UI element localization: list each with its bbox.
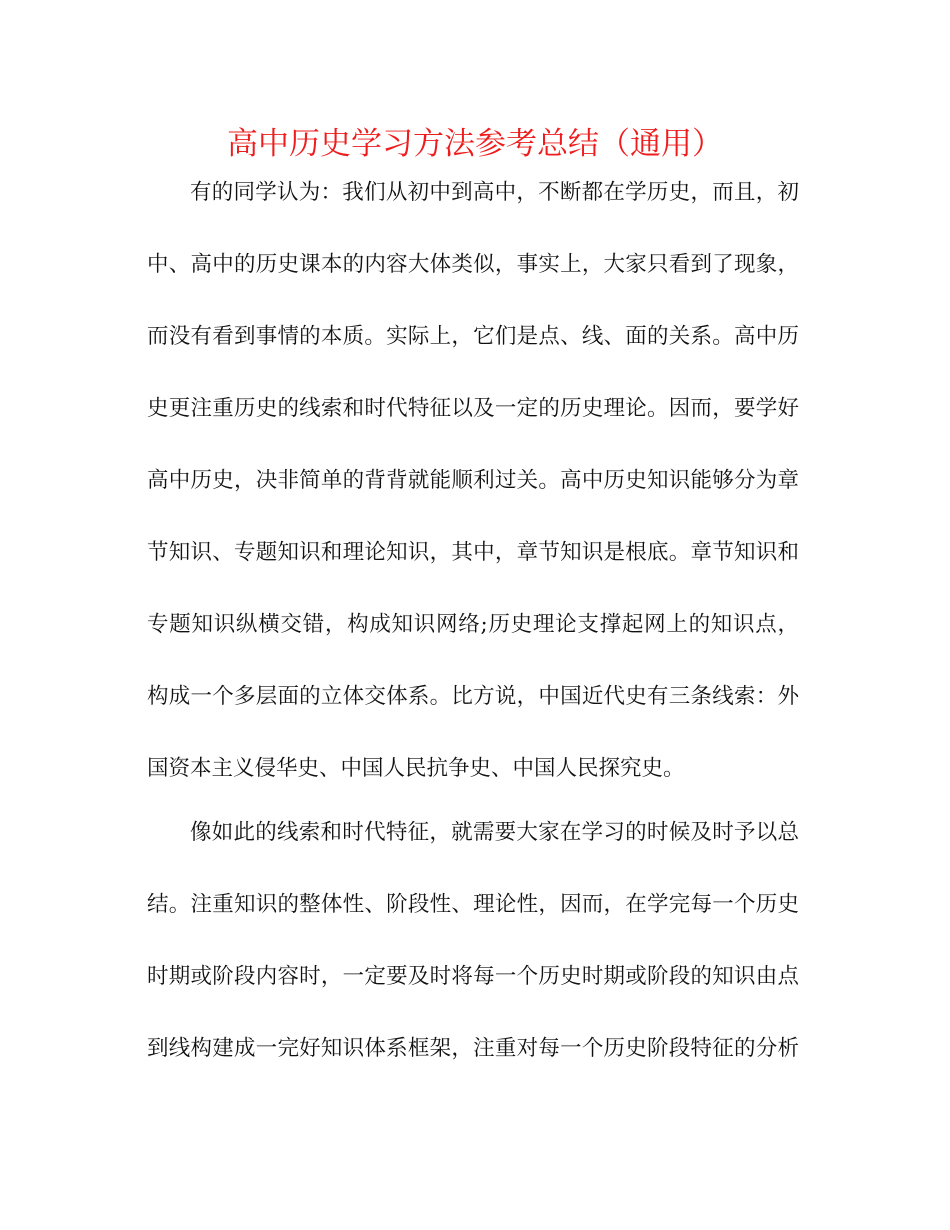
paragraph-1-line-9: 国资本主义侵华史、中国人民抗争史、中国人民探究史。 (147, 756, 685, 781)
document-title: 高中历史学习方法参考总结（通用） (227, 126, 723, 162)
paragraph-1-line-2: 中、高中的历史课本的内容大体类似，事实上，大家只看到了现象， (147, 252, 799, 277)
paragraph-2-line-4: 到线构建成一完好知识体系框架，注重对每一个历史阶段特征的分析 (147, 1036, 799, 1061)
paragraph-2-line-1: 像如此的线索和时代特征，就需要大家在学习的时候及时予以总 (190, 820, 799, 845)
paragraph-1-line-5: 高中历史，决非简单的背背就能顺利过关。高中历史知识能够分为章 (147, 468, 799, 493)
paragraph-1-line-6: 节知识、专题知识和理论知识，其中，章节知识是根底。章节知识和 (147, 540, 799, 565)
paragraph-2-line-3: 时期或阶段内容时，一定要及时将每一个历史时期或阶段的知识由点 (147, 964, 799, 989)
paragraph-1-line-1: 有的同学认为：我们从初中到高中，不断都在学历史，而且，初 (190, 180, 799, 205)
paragraph-2-line-2: 结。注重知识的整体性、阶段性、理论性，因而，在学完每一个历史 (147, 892, 799, 917)
paragraph-1-line-7: 专题知识纵横交错，构成知识网络;历史理论支撑起网上的知识点， (147, 612, 799, 637)
paragraph-1-line-3: 而没有看到事情的本质。实际上，它们是点、线、面的关系。高中历 (147, 324, 799, 349)
paragraph-1-line-4: 史更注重历史的线索和时代特征以及一定的历史理论。因而，要学好 (147, 396, 799, 421)
paragraph-1-line-8: 构成一个多层面的立体交体系。比方说，中国近代史有三条线索：外 (147, 684, 799, 709)
